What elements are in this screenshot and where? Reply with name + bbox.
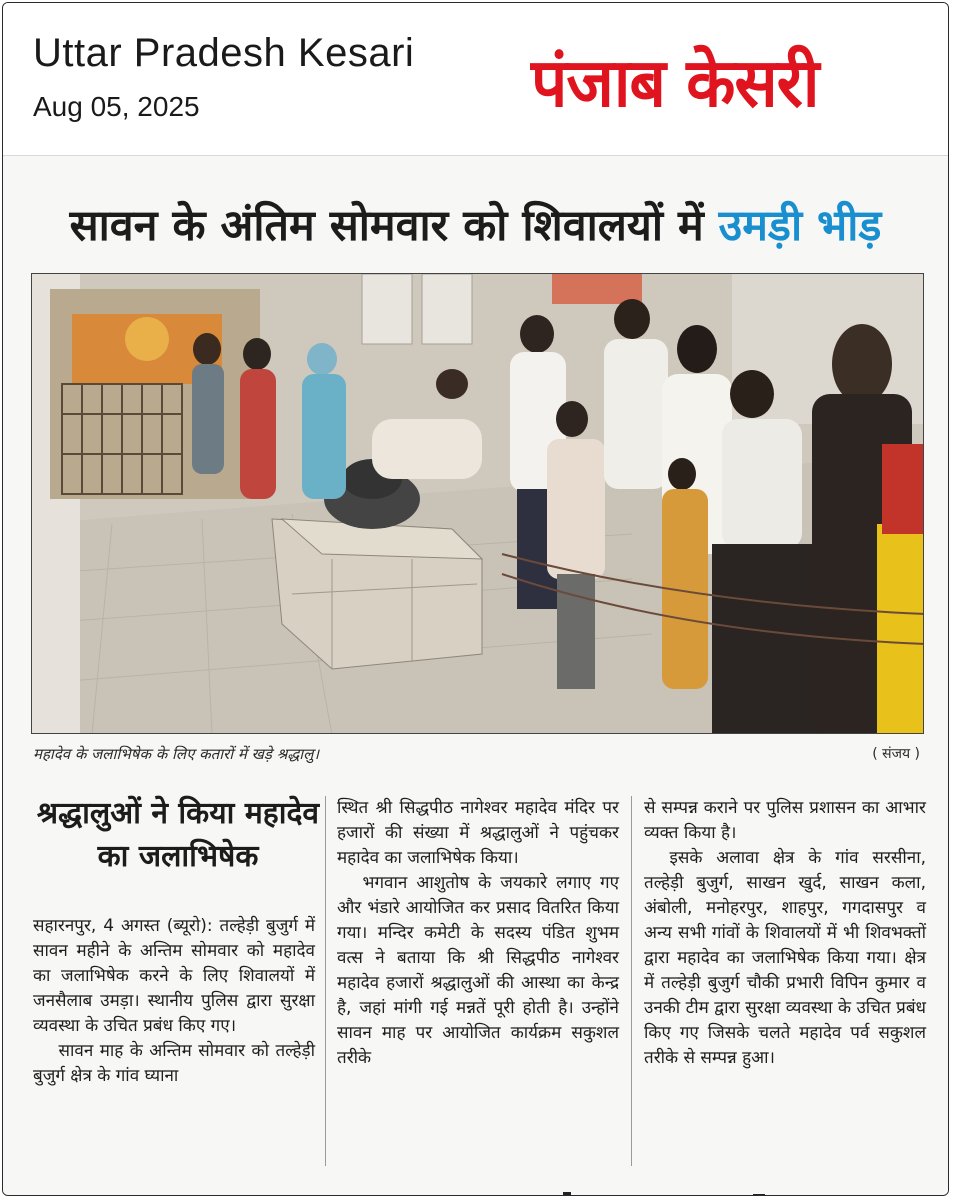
column-divider <box>631 796 632 1166</box>
column-1-paragraph-2: सावन माह के अन्तिम सोमवार को तल्हेड़ी बुजुर्ग क्षेत्र के गांव घ्याना <box>33 1041 315 1086</box>
photo-caption: महादेव के जलाभिषेक के लिए कतारों में खड़े श्रद्धालु। <box>33 745 320 763</box>
article-column-2 <box>337 796 619 1071</box>
headline-highlight: उमड़ी भीड़ <box>718 201 882 251</box>
clipping-frame <box>2 2 949 1196</box>
column-divider <box>325 796 326 1166</box>
article-column-1 <box>33 914 315 1089</box>
column-1-paragraph-1: सहारनपुर, 4 अगस्त (ब्यूरो): तल्हेड़ी बुजुर्ग में सावन महीने के अन्तिम सोमवार को महादेव का जलाभिषेक करने के लिए शिवालयों में जनसैलाब उमड़ा। स्थानीय पुलिस द्वारा सुरक्षा व्यवस्था के उचित प्रबंध किए गए। <box>33 916 315 1036</box>
clipping-header <box>3 3 948 156</box>
publication-date: Aug 05, 2025 <box>33 91 200 122</box>
newspaper-logo: पंजाब केसरी <box>531 45 819 124</box>
column-2-paragraph-1: स्थित श्री सिद्धपीठ नागेश्वर महादेव मंदिर पर हजारों की संख्या में श्रद्धालुओं ने पहुंचकर महादेव का जलाभिषेक किया। <box>337 798 619 868</box>
article-headline <box>3 194 948 253</box>
cut-off-next-headline <box>523 1186 943 1196</box>
temple-crowd-photo <box>32 274 924 734</box>
column-3-paragraph-1: से सम्पन्न कराने पर पुलिस प्रशासन का आभार व्यक्त किया है। <box>644 798 926 843</box>
article-column-3 <box>644 796 926 1071</box>
publication-name: Uttar Pradesh Kesari <box>33 31 415 75</box>
column-3-paragraph-2: इसके अलावा क्षेत्र के गांव सरसीना, तल्हेड़ी बुजुर्ग, साखन खुर्द, साखन कला, अंबोली, मनोहरपुर, शाहपुर, गगदासपुर व अन्य सभी गांवों के शिवालयों में भी शिवभक्तों द्वारा महादेव का जलाभिषेक किया गया। क्षेत्र में तल्हेड़ी बुजुर्ग चौकी प्रभारी विपिन कुमार व उनकी टीम द्वारा सुरक्षा व्यवस्था के उचित प्रबंध किए गए जिसके चलते महादेव पर्व सकुशल तरीके से सम्पन्न हुआ। <box>644 848 926 1068</box>
column-2-paragraph-2: भगवान आशुतोष के जयकारे लगाए गए और भंडारे आयोजित कर प्रसाद वितरित किया गया। मन्दिर कमेटी के सदस्य पंडित शुभम वत्स ने बताया कि श्री सिद्धपीठ नागेश्वर महादेव हजारों श्रद्धालुओं की आस्था का केन्द्र है, जहां मांगी गई मन्नतें पूरी होती है। उन्होंने सावन माह पर आयोजित कार्यक्रम सकुशल तरीके <box>337 873 619 1068</box>
newspaper-clipping <box>3 156 948 1196</box>
headline-text: सावन के अंतिम सोमवार को शिवालयों में <box>69 201 719 251</box>
article-photo <box>31 273 924 734</box>
photo-credit: ( संजय ) <box>872 746 920 762</box>
article-subheadline: श्रद्धालुओं ने किया महादेव का जलाभिषेक <box>36 796 320 874</box>
